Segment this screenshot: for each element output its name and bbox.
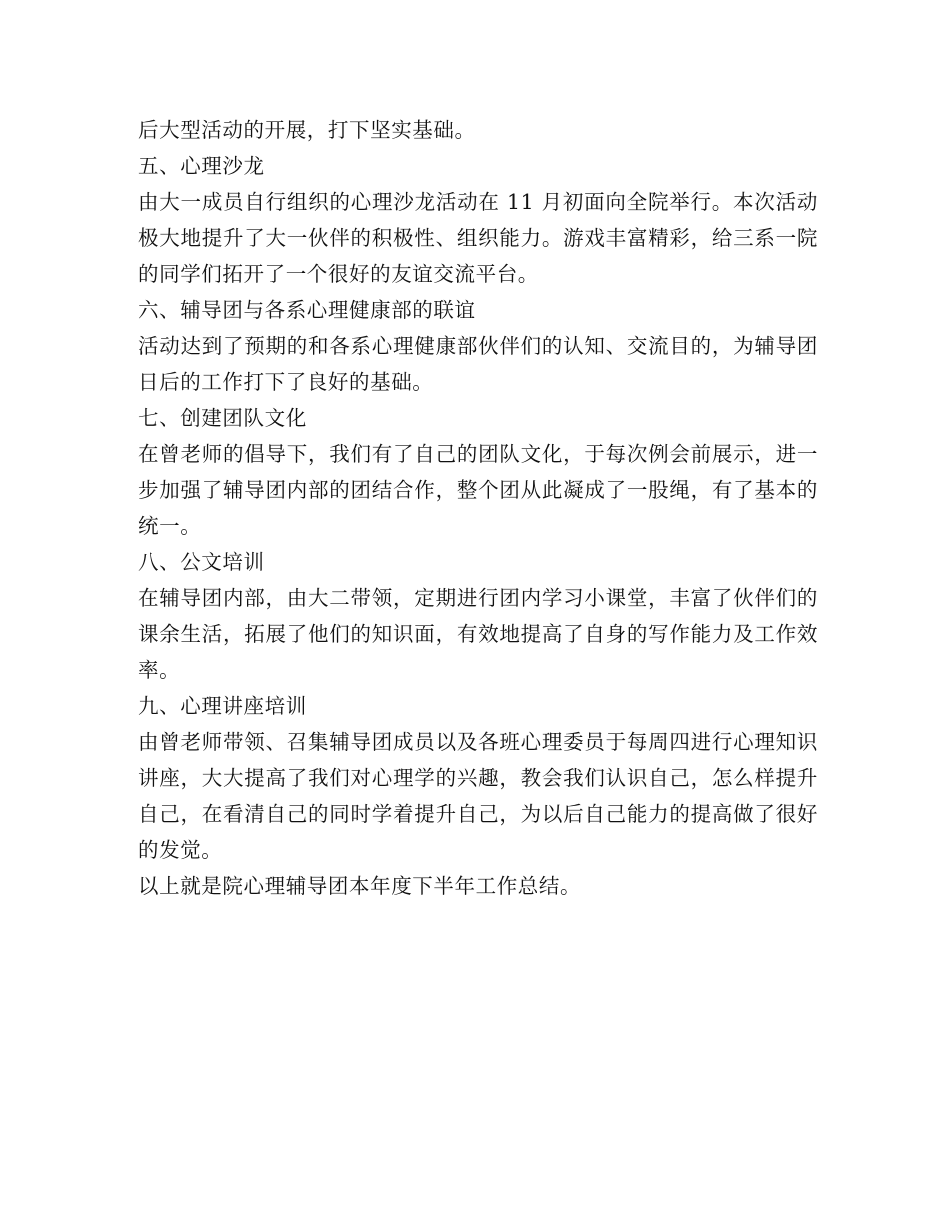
paragraph-psych-salon: 由大一成员自行组织的心理沙龙活动在 11 月初面向全院举行。本次活动极大地提升了大一伙伴的积极性、组织能力。游戏丰富精彩，给三系一院的同学们拓开了一个很好的友谊交流平台。	[138, 190, 818, 286]
section-heading-joint-event: 六、辅导团与各系心理健康部的联谊	[138, 298, 476, 322]
section-heading-document-training: 八、公文培训	[138, 550, 265, 574]
paragraph-team-culture: 在曾老师的倡导下，我们有了自己的团队文化，于每次例会前展示，进一步加强了辅导团内部的团结合作，整个团从此凝成了一股绳，有了基本的统一。	[138, 442, 818, 538]
section-heading-team-culture: 七、创建团队文化	[138, 406, 307, 430]
document-body	[138, 112, 818, 904]
section-heading-psych-salon: 五、心理沙龙	[138, 154, 265, 178]
paragraph-continuation: 后大型活动的开展，打下坚实基础。	[138, 118, 476, 142]
paragraph-joint-event: 活动达到了预期的和各系心理健康部伙伴们的认知、交流目的，为辅导团日后的工作打下了良好的基础。	[138, 334, 818, 394]
paragraph-conclusion: 以上就是院心理辅导团本年度下半年工作总结。	[138, 874, 582, 898]
section-heading-lecture-training: 九、心理讲座培训	[138, 694, 307, 718]
paragraph-lecture-training: 由曾老师带领、召集辅导团成员以及各班心理委员于每周四进行心理知识讲座，大大提高了我们对心理学的兴趣，教会我们认识自己，怎么样提升自己，在看清自己的同时学着提升自己，为以后自己能力的提高做了很好的发觉。	[138, 730, 818, 862]
paragraph-document-training: 在辅导团内部，由大二带领，定期进行团内学习小课堂，丰富了伙伴们的课余生活，拓展了他们的知识面，有效地提高了自身的写作能力及工作效率。	[138, 586, 818, 682]
